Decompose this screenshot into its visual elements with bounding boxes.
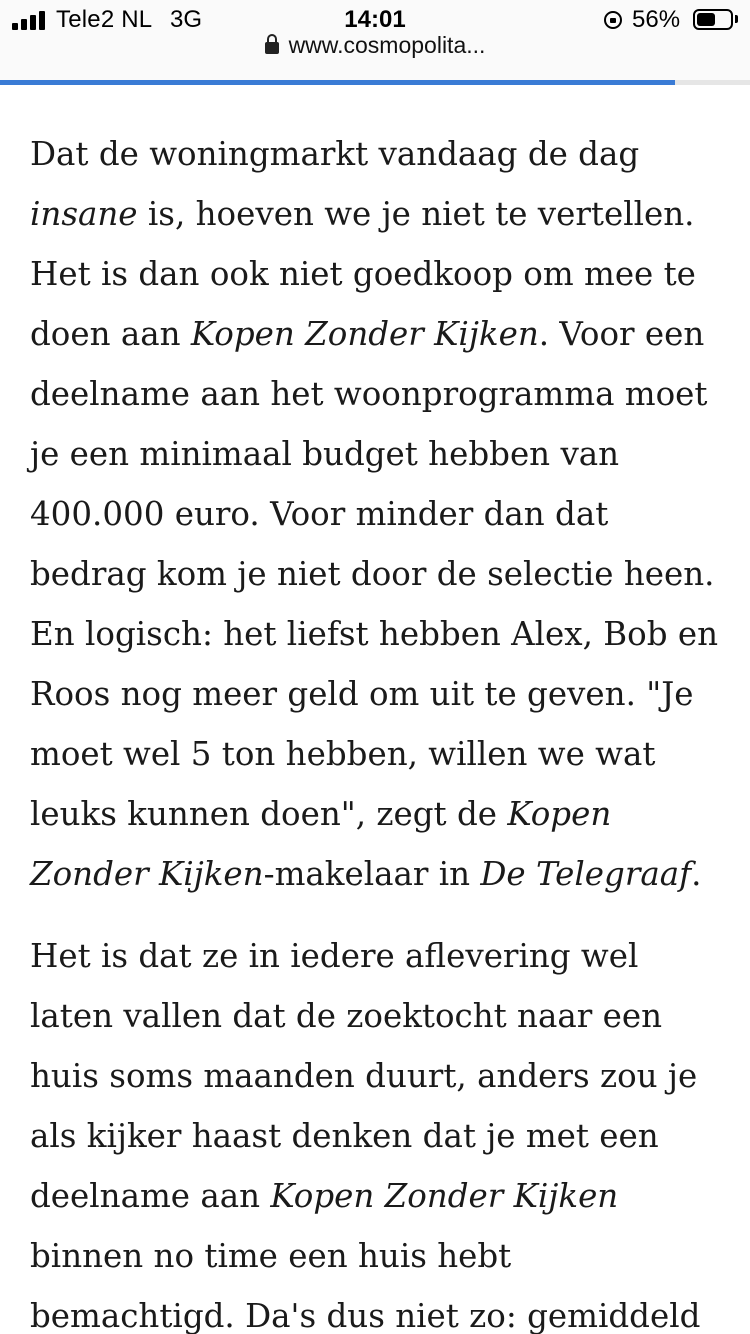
article-body xyxy=(30,124,730,1334)
text-line: binnen no time een huis hebt xyxy=(30,1237,512,1275)
url-text: www.cosmopolita... xyxy=(288,32,486,58)
battery-icon xyxy=(693,9,733,30)
status-bar xyxy=(0,0,750,80)
carrier-name: Tele2 NL xyxy=(56,6,153,33)
italic-text: Zonder Kijken xyxy=(30,855,264,893)
text-line: doen aan Kopen Zonder Kijken. Voor een xyxy=(30,315,705,353)
text-line: bemachtigd. Da's dus niet zo: gemiddeld xyxy=(30,1297,701,1334)
italic-text: De Telegraaf xyxy=(480,855,692,893)
status-time: 14:01 xyxy=(344,6,406,33)
text-line: Roos nog meer geld om uit te geven. "Je xyxy=(30,675,694,713)
italic-text: Kopen Zonder Kijken xyxy=(190,315,539,353)
text-line: huis soms maanden duurt, anders zou je xyxy=(30,1057,698,1095)
text-line: Dat de woningmarkt vandaag de dag xyxy=(30,135,640,173)
text-line: je een minimaal budget hebben van xyxy=(30,435,620,473)
text-line: laten vallen dat de zoektocht naar een xyxy=(30,997,663,1035)
italic-text: insane xyxy=(30,195,138,233)
network-type: 3G xyxy=(170,6,203,33)
text-line: moet wel 5 ton hebben, willen we wat xyxy=(30,735,656,773)
text-line: Zonder Kijken-makelaar in De Telegraaf. xyxy=(30,855,702,893)
text-line: 400.000 euro. Voor minder dan dat xyxy=(30,495,609,533)
battery-percentage: 56% xyxy=(632,6,681,33)
article-paragraph xyxy=(30,124,730,904)
italic-text: Kopen Zonder Kijken xyxy=(270,1177,619,1215)
rotation-lock-icon xyxy=(604,11,622,29)
text-line: als kijker haast denken dat je met een xyxy=(30,1117,659,1155)
lock-icon xyxy=(265,42,279,54)
page-load-progress-fill xyxy=(0,80,675,85)
text-line: Het is dan ook niet goedkoop om mee te xyxy=(30,255,696,293)
text-line: Het is dat ze in iedere aflevering wel xyxy=(30,937,639,975)
article-paragraph xyxy=(30,926,730,1334)
italic-text: Kopen xyxy=(507,795,612,833)
text-line: bedrag kom je niet door de selectie heen. xyxy=(30,555,715,593)
text-line: deelname aan het woonprogramma moet xyxy=(30,375,708,413)
text-line: En logisch: het liefst hebben Alex, Bob en xyxy=(30,615,719,653)
text-line: deelname aan Kopen Zonder Kijken xyxy=(30,1177,619,1215)
battery-tip xyxy=(735,15,738,23)
battery-level xyxy=(697,13,715,26)
page-load-progress xyxy=(0,80,750,85)
address-bar[interactable] xyxy=(0,31,750,59)
text-line: leuks kunnen doen", zegt de Kopen xyxy=(30,795,612,833)
text-line: insane is, hoeven we je niet te vertellen. xyxy=(30,195,695,233)
